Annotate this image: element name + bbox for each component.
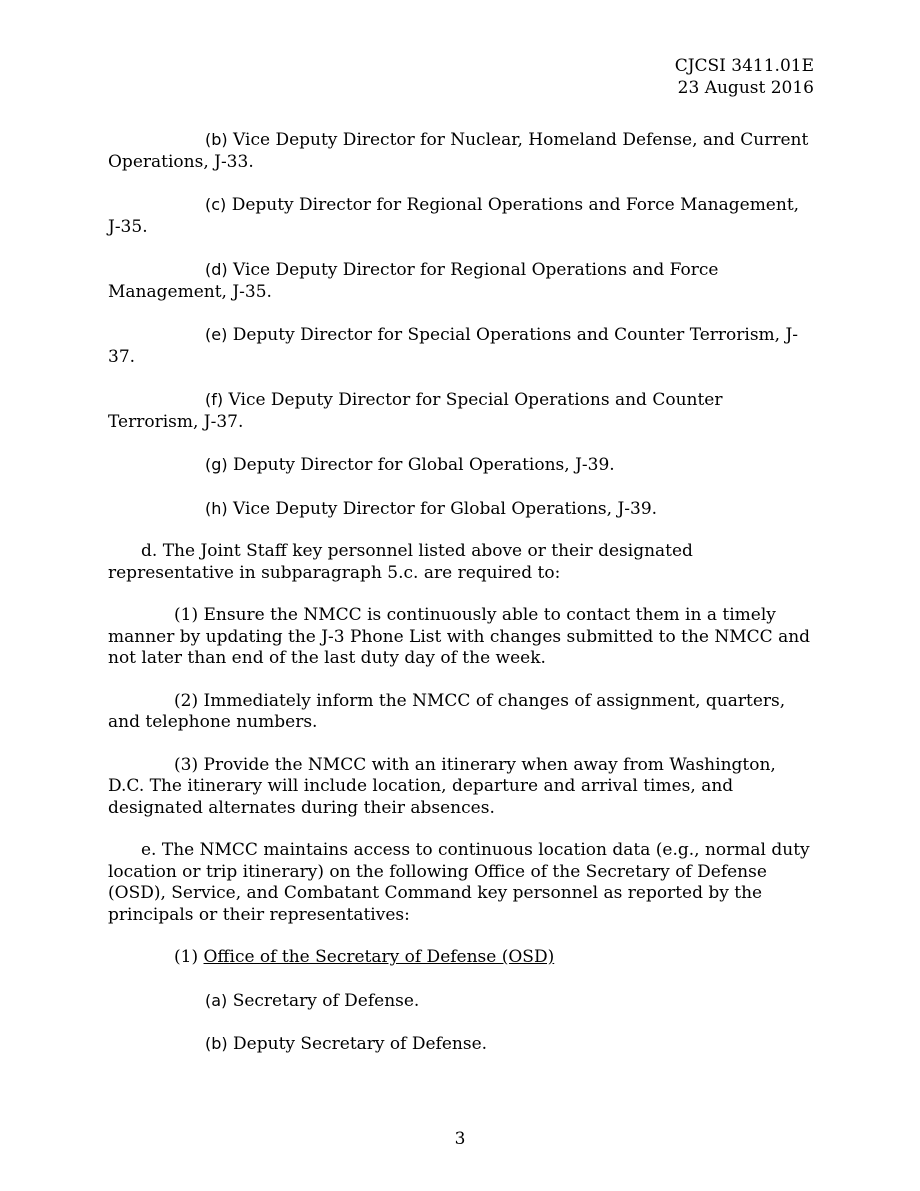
item-d-1 <box>108 605 814 670</box>
paragraph-label: e. <box>141 840 157 860</box>
item-label: (h) <box>205 498 228 518</box>
item-text: Ensure the NMCC is continuously able to contact them in a timely manner by updating the J-3 Phone List with changes submitted to the NMCC and not later than end of the last duty day of the week. <box>108 605 811 668</box>
item-d-2 <box>108 691 814 734</box>
item-osd-a <box>108 990 814 1013</box>
item-label: (2) <box>174 690 199 711</box>
paragraph-d <box>108 541 814 584</box>
item-label: (g) <box>205 455 228 474</box>
item-label: (d) <box>205 260 228 279</box>
item-text: Vice Deputy Director for Special Operations and Counter Terrorism, J-37. <box>108 390 723 432</box>
item-text: Deputy Secretary of Defense. <box>233 1034 488 1054</box>
paragraph-text: The Joint Staff key personnel listed above or their designated representative in subparagraph 5.c. are required to: <box>108 541 693 583</box>
item-label: (f) <box>205 390 224 409</box>
item-text: Secretary of Defense. <box>232 990 420 1011</box>
item-text: Vice Deputy Director for Global Operations, J-39. <box>233 498 658 519</box>
item-c-e <box>108 324 814 368</box>
item-c-c <box>108 194 814 238</box>
item-osd-b <box>108 1033 814 1056</box>
item-label: (b) <box>205 130 228 149</box>
document-date: 23 August 2016 <box>677 78 814 98</box>
item-d-3 <box>108 755 814 820</box>
section-heading: Office of the Secretary of Defense (OSD) <box>203 947 555 967</box>
item-c-b <box>108 129 814 173</box>
osd-heading <box>108 947 814 969</box>
item-text: Deputy Director for Global Operations, J-39. <box>233 455 615 475</box>
paragraph-e <box>108 840 814 926</box>
document-id: CJCSI 3411.01E <box>674 56 814 76</box>
item-label: (c) <box>205 195 227 214</box>
item-text: Vice Deputy Director for Regional Operations and Force Management, J-35. <box>108 260 719 302</box>
item-label: (1) <box>174 605 199 625</box>
item-c-f <box>108 389 814 433</box>
item-text: Vice Deputy Director for Nuclear, Homeland Defense, and Current Operations, J-33. <box>108 130 809 172</box>
item-label: (3) <box>174 754 199 775</box>
item-c-h <box>108 498 814 521</box>
item-text: Provide the NMCC with an itinerary when away from Washington, D.C. The itinerary will include location, departure and arrival times, and designated alternates during their absences. <box>108 754 776 818</box>
item-c-g <box>108 454 814 477</box>
item-label: (a) <box>205 990 228 1010</box>
page-number: 3 <box>454 1129 466 1149</box>
item-label: (b) <box>205 1034 228 1053</box>
document-page <box>108 55 814 1056</box>
paragraph-text: The NMCC maintains access to continuous location data (e.g., normal duty location or trip itinerary) on the following Office of the Secretary of Defense (OSD), Service, and Combatant Command key personnel as reported by the principals or their representatives: <box>108 840 810 925</box>
item-label: (1) <box>174 947 199 967</box>
item-text: Deputy Director for Regional Operations and Force Management, J-35. <box>108 195 800 237</box>
item-text: Immediately inform the NMCC of changes of assignment, quarters, and telephone numbers. <box>108 690 786 732</box>
item-text: Deputy Director for Special Operations and Counter Terrorism, J-37. <box>108 325 799 367</box>
item-c-d <box>108 259 814 303</box>
paragraph-label: d. <box>141 541 158 561</box>
item-label: (e) <box>205 325 228 344</box>
document-header <box>108 55 814 99</box>
